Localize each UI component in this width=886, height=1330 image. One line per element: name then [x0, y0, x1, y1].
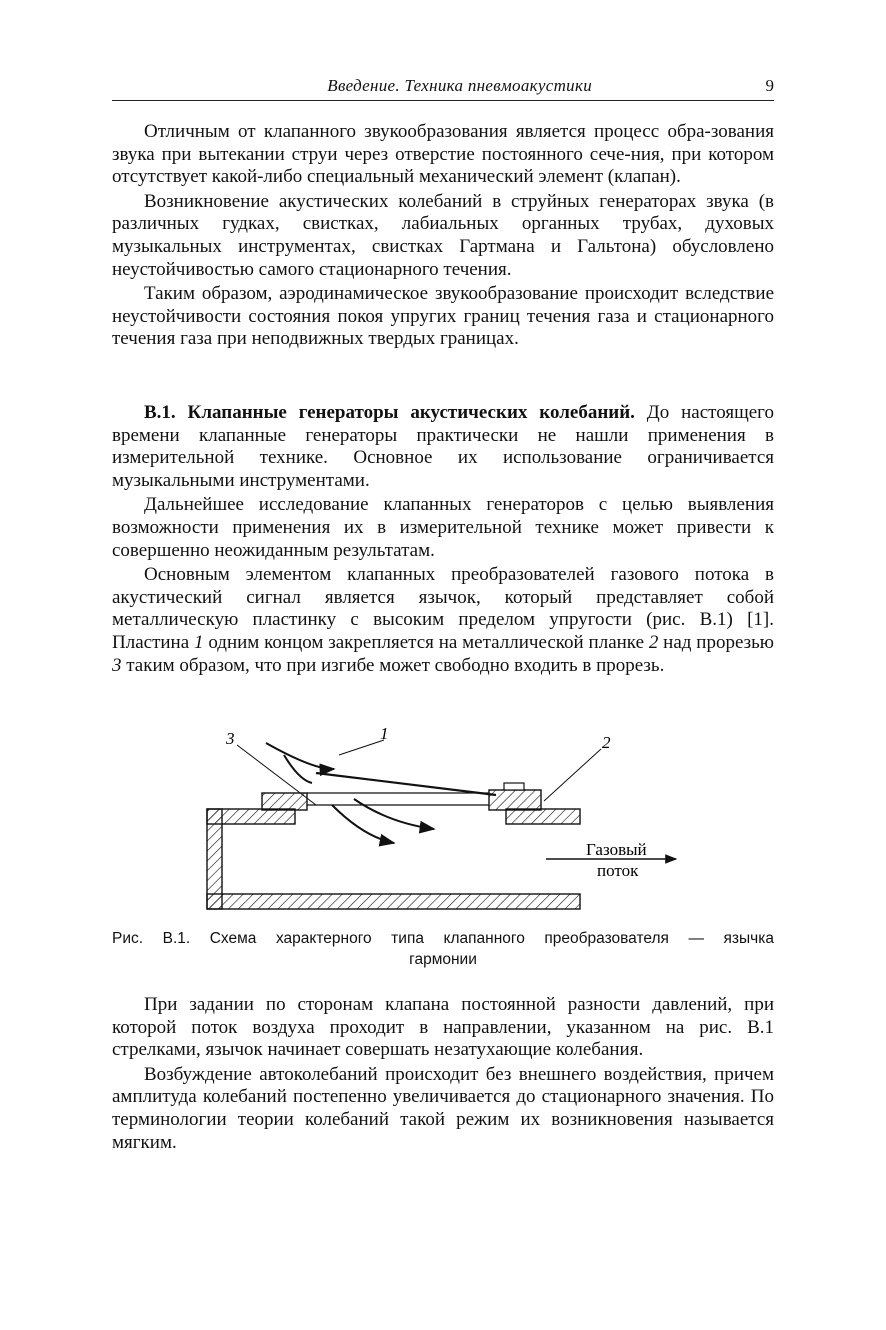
caption-line-1: Рис. В.1. Схема характерного типа клапанного преобразователя — язычка [112, 930, 774, 947]
reed-transducer-diagram [204, 725, 684, 920]
top-wall-right [506, 809, 580, 824]
ref-number-1: 1 [193, 631, 204, 653]
paragraph: Таким образом, аэродинамическое звукообразование происходит вследствие неустойчивости состояния покоя упругих границ течения газа и стационарного течения газа при неподвижных твердых границах. [112, 283, 774, 350]
paragraph: При задании по сторонам клапана постоянной разности давлений, при которой поток воздуха проходит в направлении, указанном на рис. В.1 стрелками, язычок начинает совершать незатухающие колебания. [112, 994, 774, 1061]
running-header [112, 76, 774, 101]
paragraph: Отличным от клапанного звукообразования является процесс обра-зования звука при вытекании струи через отверстие постоянного сече-ния, при котором отсутствует какой-либо специальный механический элемент (клапан). [112, 121, 774, 188]
caption-line-2: гармонии [409, 951, 477, 968]
label-2: 2 [602, 733, 611, 752]
ref-number-2: 2 [648, 631, 659, 653]
ref-text-4: таким образом, что при изгибе может свободно входить в прорезь. [121, 654, 665, 676]
slot-edge-block [262, 793, 307, 810]
section-paragraph [112, 402, 774, 492]
paragraph: Возбуждение автоколебаний происходит без внешнего воздействия, причем амплитуда колебаний постепенно увеличивается до стационарного значения. По терминологии теории колебаний такой режим их возникновения называется мягким. [112, 1063, 774, 1153]
flow-arrow-out-1 [332, 805, 394, 843]
ref-text-3: над прорезью [658, 631, 774, 653]
intro-text-block [112, 121, 774, 351]
housing [207, 809, 580, 909]
clamp-plate [489, 790, 541, 810]
flow-label-line1: Газовый [586, 840, 647, 859]
leader-2 [544, 749, 601, 801]
page-number: 9 [765, 76, 774, 95]
leader-1 [339, 740, 384, 755]
section-heading: В.1. Клапанные генераторы акустических колебаний. [144, 402, 635, 423]
flow-label-line2: поток [597, 861, 639, 880]
label-1: 1 [380, 725, 389, 743]
label-3: 3 [226, 729, 235, 748]
flow-arrow-in-1 [266, 743, 334, 769]
reed-tongue [316, 773, 496, 795]
paragraph-with-references [112, 564, 774, 677]
flow-arrow-out-2 [354, 799, 434, 829]
paragraph: Возникновение акустических колебаний в струйных генераторах звука (в различных гудках, свистках, лабиальных органных трубах, духовых музыкальных инструментах, свистках Гартмана и Гальтона) обусловлено неустойчивостью самого стационарного течения. [112, 190, 774, 280]
paragraph: Дальнейшее исследование клапанных генераторов с целью выявления возможности применения их в измерительной технике может привести к совершенно неожиданным результатам. [112, 494, 774, 561]
ref-text-1: Основным элементом клапанных преобразователей газового потока в акустический сигнал является язычок, который представляет собой металлическую пластинку с высоким пределом упругости (рис. В.1) [1]. Пластина [112, 564, 774, 653]
bottom-wall [207, 894, 580, 909]
closing-text-block [112, 994, 774, 1154]
section-text-block [112, 402, 774, 677]
section-lead-text: До настоящего времени клапанные генераторы практически не нашли применения в измерительной технике. Основное их использование ограничивается музыкальными инструментами. [112, 402, 774, 491]
figure-caption [112, 928, 774, 970]
page [112, 0, 774, 1330]
ref-text-2: одним концом закрепляется на металлической планке [203, 631, 649, 653]
header-title: Введение. Техника пневмоакустики [327, 76, 592, 95]
rivet-head [504, 783, 524, 790]
ref-number-3: 3 [112, 654, 122, 676]
